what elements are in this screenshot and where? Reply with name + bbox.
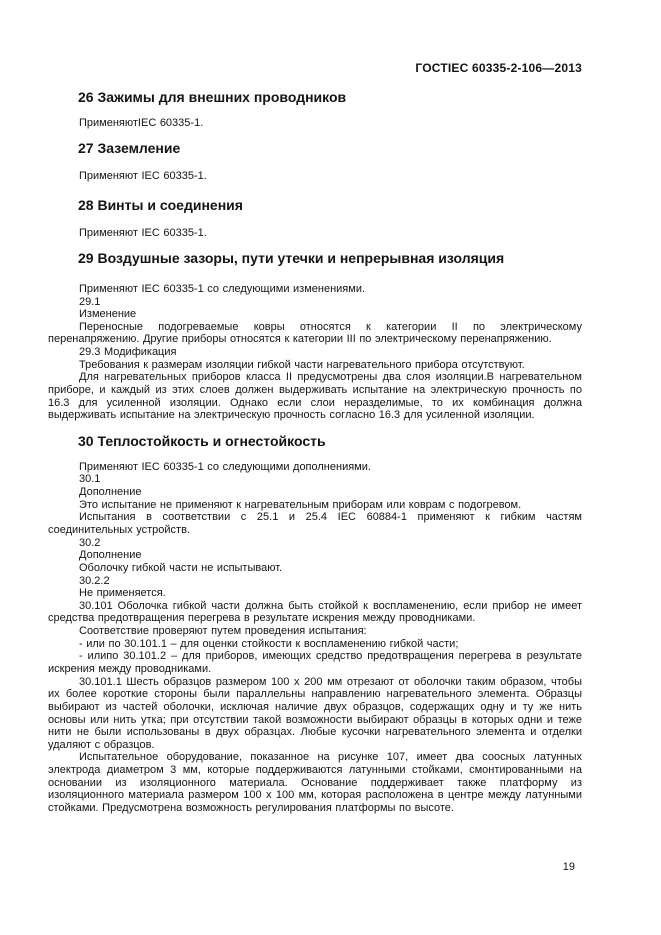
text-line: основании из изоляционного материала. Основание поддерживает также платформу из (48, 776, 582, 789)
text-line: Применяют IEC 60335-1. (79, 170, 207, 183)
text-line: ПрименяютIEC 60335-1. (79, 117, 204, 129)
text-line: 16.3 для усиленной изоляции. Однако если слои неразделимые, то их комбинация должна (48, 396, 582, 409)
text-line: 29.1 (79, 295, 101, 308)
section-29 (48, 251, 582, 422)
text-line: Испытания в соответствии с 25.1 и 25.4 IEC 60884-1 применяют к гибким частям (79, 511, 582, 524)
text-line: Оболочку гибкой части не испытывают. (79, 561, 283, 574)
text-line: изоляционного материала размером 100 х 100 мм, которая расположена в центре между латунными (48, 789, 582, 802)
section-26 (48, 90, 582, 130)
text-line: перенапряжению. Другие приборы относятся к категории III по электрическому перенапряжению. (48, 333, 552, 346)
text-line: нити не были использованы в двух образцах. Любые кусочки нагревательного элемента и отделки (48, 726, 582, 739)
section-29-title: 29 Воздушные зазоры, пути утечки и непрерывная изоляция (78, 249, 505, 266)
text-line: - илипо 30.101.2 – для приборов, имеющих средство предотвращения перегрева в результате (79, 650, 582, 663)
section-30-title: 30 Теплостойкость и огнестойкость (78, 432, 326, 449)
text-line: Дополнение (79, 486, 142, 499)
page-number: 19 (562, 861, 575, 873)
text-line: Соответствие проверяют путем проведения испытания: (79, 625, 367, 638)
text-line: 30.101 Оболочка гибкой части должна быть стойкой к воспламенению, если прибор не имеет (79, 599, 582, 612)
text-line: искрения между проводниками. (48, 663, 212, 675)
section-28 (48, 198, 582, 240)
section-28-title: 28 Винты и соединения (78, 196, 243, 213)
text-line: Не применяется. (79, 587, 166, 600)
text-line: удаляют с образцов. (48, 738, 155, 751)
text-line: стойками. Предусмотрена возможность регулирования платформы по высоте. (48, 802, 454, 815)
section-27 (48, 141, 582, 183)
text-line: Требования к размерам изоляции гибкой части нагревательного прибора отсутствуют. (79, 358, 525, 371)
text-line: 30.1 (79, 473, 101, 486)
text-line: приборе, и каждый из этих слоев должен выдерживать испытание на электрическую прочность по (48, 384, 582, 397)
text-line: Это испытание не применяют к нагревательным приборам или коврам с подогревом. (79, 498, 522, 511)
text-line: выбирают из частей оболочки, исключая наличие двух образцов, содержащих одну и ту же нить (48, 700, 582, 713)
text-line: выдерживать испытание на электрическую прочность согласно 16.3 для усиленной изоляции. (48, 409, 535, 422)
section-30 (48, 434, 582, 815)
document-body (48, 0, 582, 815)
text-line: Дополнение (79, 549, 142, 562)
text-line: - или по 30.101.1 – для оценки стойкости к воспламенению гибкой части; (79, 637, 459, 650)
text-line: Для нагревательных приборов класса II предусмотрены два слоя изоляции.В нагревательном (79, 371, 582, 384)
text-line: Испытательное оборудование, показанное на рисунке 107, имеет два соосных латунных (79, 751, 582, 764)
text-line: Применяют IEC 60335-1 со следующими изменениями. (79, 282, 366, 295)
section-26-title: 26 Зажимы для внешних проводников (78, 89, 347, 105)
text-line: основы или нить утка; при отсутствии такой возможности выбирают образцы в которых одни и теже (48, 713, 582, 726)
text-line: 30.101.1 Шесть образцов размером 100 х 200 мм отрезают от оболочки таким образом, чтобы (79, 675, 582, 688)
text-line: электрода диаметром 3 мм, которые поддерживаются латунными стойками, смонтированными на (48, 764, 582, 777)
text-line: Применяют IEC 60335-1. (79, 226, 207, 239)
section-27-title: 27 Заземление (78, 139, 181, 156)
text-line: 30.2 (79, 536, 101, 549)
text-line: 29.3 Модификация (79, 346, 177, 359)
text-line: Изменение (79, 308, 137, 321)
text-line: средства предотвращения перегрева в результате искрения между проводниками. (48, 612, 476, 625)
text-line: Применяют IEC 60335-1 со следующими дополнениями. (79, 460, 371, 473)
text-line: Переносные подогреваемые ковры относятся к категории II по электрическому (79, 320, 582, 333)
running-header: ГОСТIEC 60335-2-106—2013 (415, 61, 582, 75)
text-line: соединительных устройств. (48, 523, 190, 536)
text-line: их более короткие стороны были параллельны направлению нагревательного элемента. Образцы (48, 688, 582, 701)
text-line: 30.2.2 (79, 574, 110, 587)
